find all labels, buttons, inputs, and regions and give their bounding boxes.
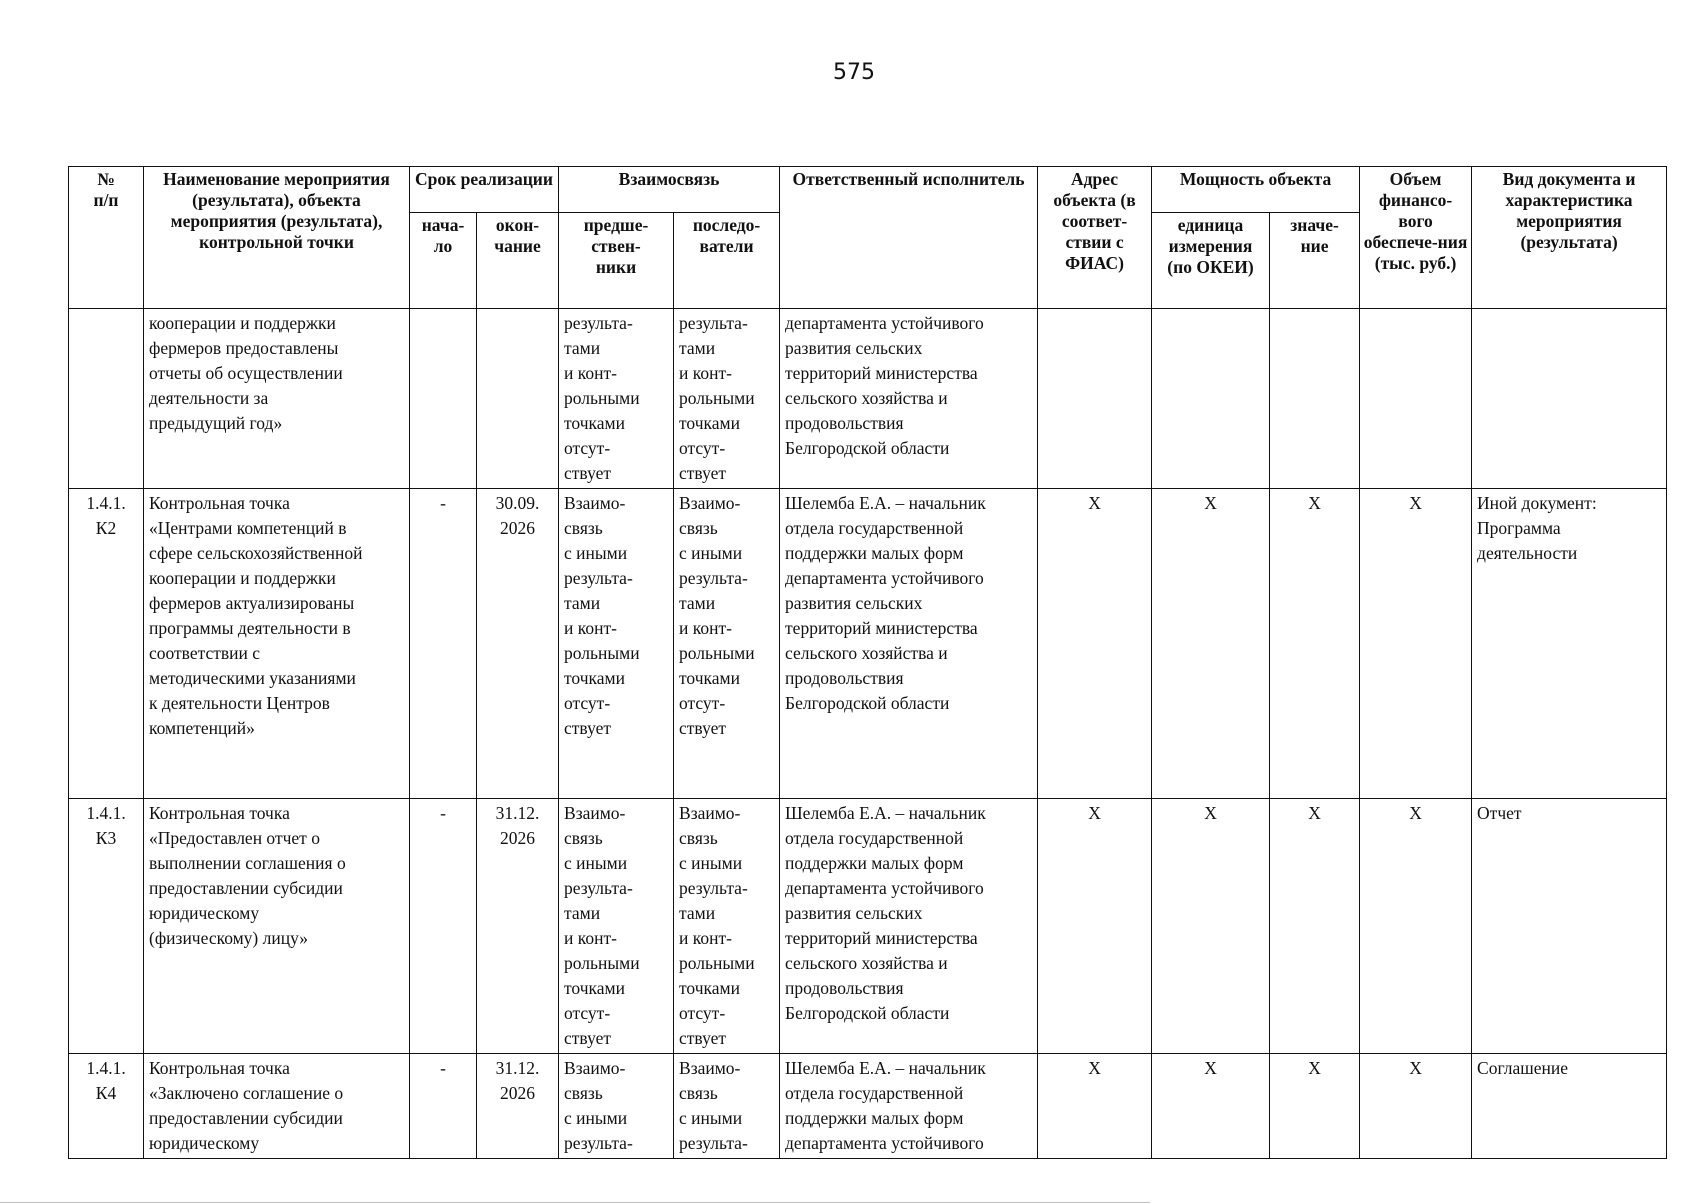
- row-unit: X: [1152, 799, 1270, 1054]
- header-term-start: нача- ло: [410, 213, 477, 309]
- row-unit: X: [1152, 489, 1270, 799]
- row-name: Контрольная точка «Центрами компетенций в сфере сельскохозяйственной кооперации и поддержки фермеров актуализированы программы деятельности в соответствии с методическими указаниями к деятельности Центров компетенций»: [144, 489, 410, 799]
- row-end: 31.12. 2026: [477, 1054, 559, 1159]
- row-successors: Взаимо- связь с иными результа-: [674, 1054, 780, 1159]
- header-capacity-unit: единица измерения (по ОКЕИ): [1152, 213, 1270, 309]
- header-link-successors: последо- ватели: [674, 213, 780, 309]
- row-doc: Отчет: [1472, 799, 1667, 1054]
- row-predecessors: результа- тами и конт- рольными точками отсут- ствует: [559, 309, 674, 489]
- row-number: 1.4.1. К2: [69, 489, 144, 799]
- header-responsible: Ответственный исполнитель: [780, 167, 1038, 309]
- header-funding: Объем финансо-вого обеспече-ния (тыс. руб.): [1360, 167, 1472, 309]
- row-responsible: Шелемба Е.А. – начальник отдела государственной поддержки малых форм департамента устойчивого: [780, 1054, 1038, 1159]
- row-funding: X: [1360, 799, 1472, 1054]
- row-unit: X: [1152, 1054, 1270, 1159]
- header-doc: Вид документа и характеристика мероприятия (результата): [1472, 167, 1667, 309]
- header-name: Наименование мероприятия (результата), объекта мероприятия (результата), контрольной точки: [144, 167, 410, 309]
- row-responsible: Шелемба Е.А. – начальник отдела государственной поддержки малых форм департамента устойчивого развития сельских территорий министерства сельского хозяйства и продовольствия Белгородской области: [780, 799, 1038, 1054]
- row-funding: [1360, 309, 1472, 489]
- row-name: Контрольная точка «Заключено соглашение о предоставлении субсидии юридическому: [144, 1054, 410, 1159]
- row-responsible: департамента устойчивого развития сельских территорий министерства сельского хозяйства и продовольствия Белгородской области: [780, 309, 1038, 489]
- table-row: [69, 799, 1667, 1054]
- row-value: [1270, 309, 1360, 489]
- row-value: X: [1270, 489, 1360, 799]
- row-value: X: [1270, 799, 1360, 1054]
- row-successors: результа- тами и конт- рольными точками отсут- ствует: [674, 309, 780, 489]
- header-term: Срок реализации: [410, 167, 559, 213]
- row-successors: Взаимо- связь с иными результа- тами и конт- рольными точками отсут- ствует: [674, 799, 780, 1054]
- plan-table: [68, 166, 1667, 1159]
- header-capacity-value: значе- ние: [1270, 213, 1360, 309]
- row-value: X: [1270, 1054, 1360, 1159]
- table-row: [69, 489, 1667, 799]
- header-link: Взаимосвязь: [559, 167, 780, 213]
- row-doc: Иной документ: Программа деятельности: [1472, 489, 1667, 799]
- header-address: Адрес объекта (в соответ-ствии с ФИАС): [1038, 167, 1152, 309]
- row-address: X: [1038, 799, 1152, 1054]
- row-start: -: [410, 1054, 477, 1159]
- row-end: [477, 309, 559, 489]
- row-doc: Соглашение: [1472, 1054, 1667, 1159]
- header-term-end: окон- чание: [477, 213, 559, 309]
- row-end: 30.09. 2026: [477, 489, 559, 799]
- row-start: -: [410, 799, 477, 1054]
- row-predecessors: Взаимо- связь с иными результа- тами и конт- рольными точками отсут- ствует: [559, 489, 674, 799]
- row-predecessors: Взаимо- связь с иными результа- тами и конт- рольными точками отсут- ствует: [559, 799, 674, 1054]
- row-successors: Взаимо- связь с иными результа- тами и конт- рольными точками отсут- ствует: [674, 489, 780, 799]
- row-funding: X: [1360, 1054, 1472, 1159]
- header-number: № п/п: [69, 167, 144, 309]
- row-address: X: [1038, 1054, 1152, 1159]
- header-capacity: Мощность объекта: [1152, 167, 1360, 213]
- row-number: 1.4.1. К3: [69, 799, 144, 1054]
- page-number: 575: [833, 60, 875, 85]
- row-address: [1038, 309, 1152, 489]
- row-responsible: Шелемба Е.А. – начальник отдела государственной поддержки малых форм департамента устойчивого развития сельских территорий министерства сельского хозяйства и продовольствия Белгородской области: [780, 489, 1038, 799]
- row-name: кооперации и поддержки фермеров предоставлены отчеты об осуществлении деятельности за предыдущий год»: [144, 309, 410, 489]
- row-predecessors: Взаимо- связь с иными результа-: [559, 1054, 674, 1159]
- row-number: 1.4.1. К4: [69, 1054, 144, 1159]
- row-start: -: [410, 489, 477, 799]
- row-address: X: [1038, 489, 1152, 799]
- row-name: Контрольная точка «Предоставлен отчет о выполнении соглашения о предоставлении субсидии юридическому (физическому) лицу»: [144, 799, 410, 1054]
- row-unit: [1152, 309, 1270, 489]
- row-funding: X: [1360, 489, 1472, 799]
- header-link-predecessors: предше- ствен- ники: [559, 213, 674, 309]
- row-number: [69, 309, 144, 489]
- row-start: [410, 309, 477, 489]
- row-doc: [1472, 309, 1667, 489]
- row-end: 31.12. 2026: [477, 799, 559, 1054]
- table-row: [69, 309, 1667, 489]
- table-row: [69, 1054, 1667, 1159]
